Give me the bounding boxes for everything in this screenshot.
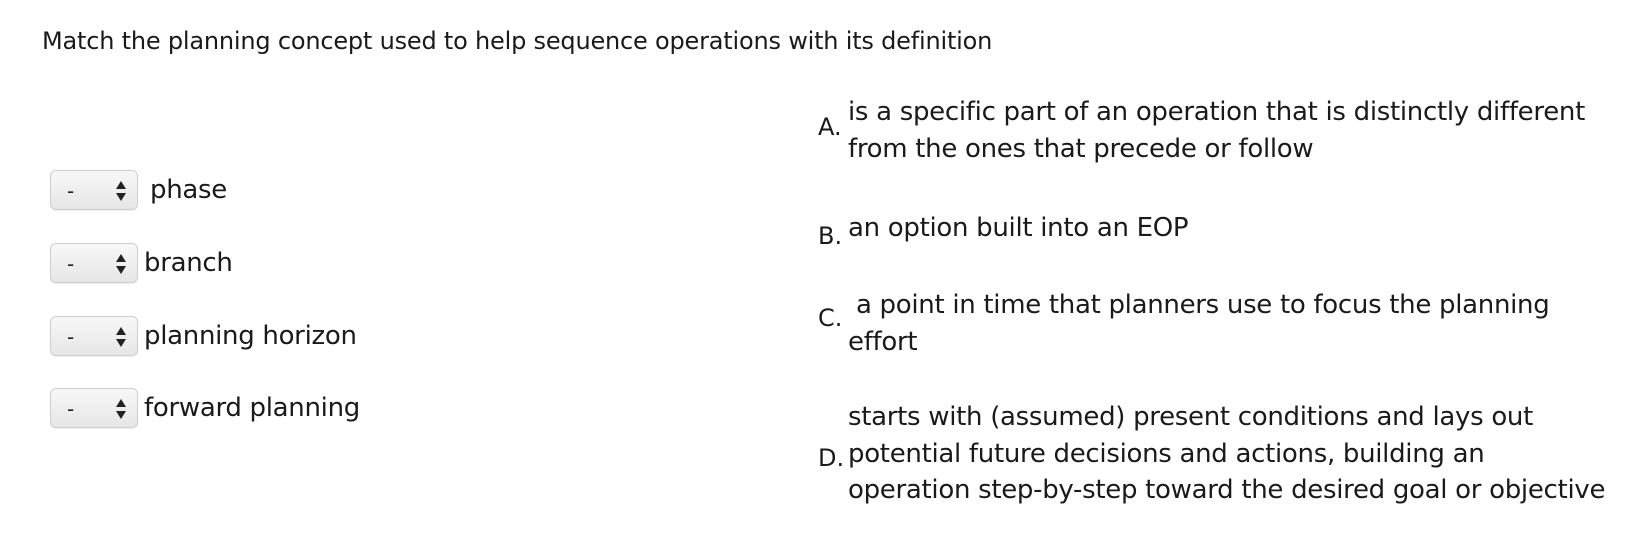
term-label: phase (150, 175, 227, 205)
option-line: a point in time that planners use to focus the planning (848, 290, 1550, 320)
answer-select-branch[interactable] (50, 243, 138, 283)
option-text (848, 399, 1605, 509)
answer-select-forward-planning[interactable] (50, 388, 138, 428)
option-b (818, 210, 1189, 251)
option-letter: D. (818, 443, 845, 472)
option-line: starts with (assumed) present conditions and lays out (848, 402, 1534, 432)
select-value: - (67, 325, 75, 349)
option-line: operation step-by-step toward the desired goal or objective (848, 475, 1606, 505)
option-c (818, 287, 1549, 360)
match-row-planning-horizon (50, 314, 357, 358)
select-value: - (67, 252, 75, 276)
option-line: potential future decisions and actions, building an (848, 438, 1485, 469)
option-text (848, 94, 1585, 167)
option-letter: A. (818, 112, 842, 141)
up-down-arrows-icon (115, 253, 127, 275)
up-down-arrows-icon (115, 326, 127, 348)
match-row-forward-planning (50, 386, 360, 430)
option-text (848, 210, 1188, 247)
option-letter: B. (818, 222, 843, 251)
answer-select-phase[interactable] (50, 170, 138, 210)
term-label: branch (144, 248, 233, 278)
option-letter: C. (818, 303, 843, 332)
term-label: planning horizon (144, 321, 357, 351)
term-label: forward planning (144, 393, 360, 423)
match-row-phase (50, 168, 227, 212)
option-text (848, 287, 1549, 360)
up-down-arrows-icon (115, 180, 127, 202)
select-value: - (67, 397, 75, 421)
question-text: Match the planning concept used to help sequence operations with its definition (42, 27, 993, 55)
select-value: - (67, 179, 75, 203)
match-row-branch (50, 241, 233, 285)
up-down-arrows-icon (115, 398, 127, 420)
option-d (818, 399, 1605, 509)
option-line: from the ones that precede or follow (848, 133, 1314, 164)
option-line: effort (848, 326, 918, 357)
option-a (818, 94, 1585, 167)
answer-select-planning-horizon[interactable] (50, 316, 138, 356)
option-line: is a specific part of an operation that is distinctly different (848, 97, 1585, 127)
option-line: an option built into an EOP (848, 213, 1189, 243)
